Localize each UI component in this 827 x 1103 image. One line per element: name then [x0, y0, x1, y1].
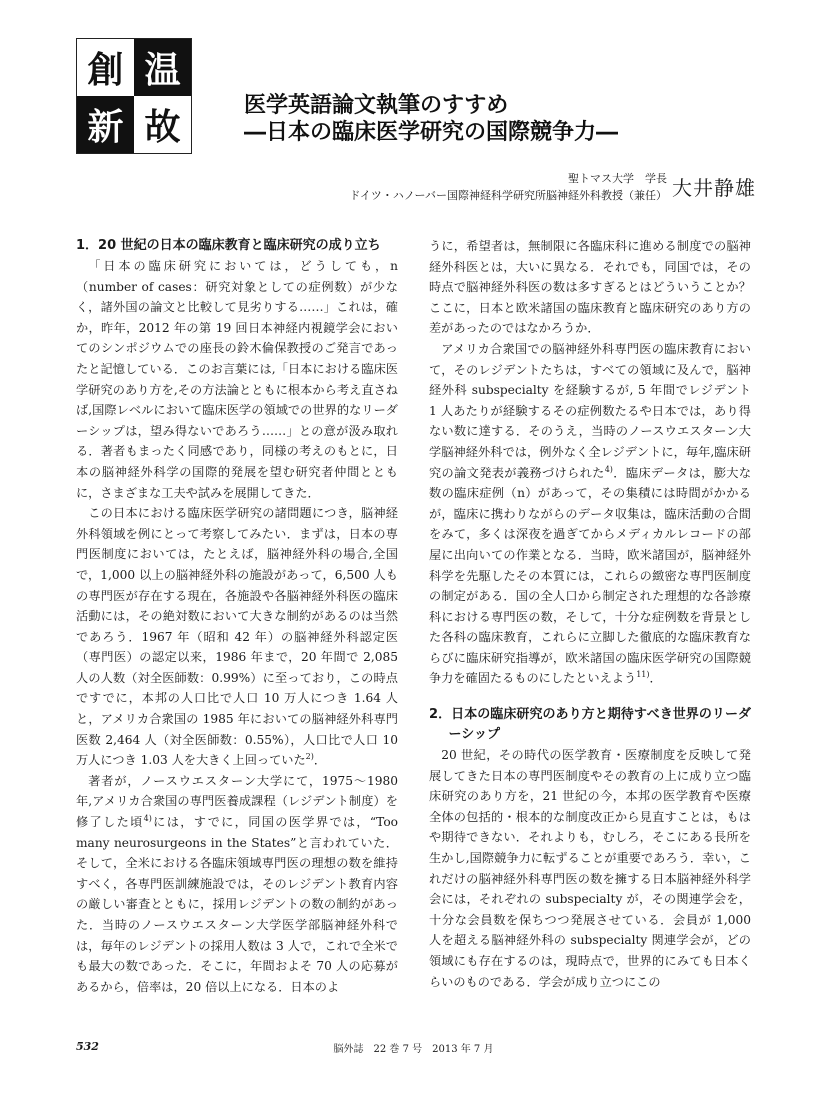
paragraph: 20 世紀，その時代の医学教育・医療制度を反映して発展してきた日本の専門医制度やその教育の上に成り立つ臨床研究のあり方を，21 世紀の今，本邦の医学教育や医療全体の包括的・根本的な制度改正から見直すことは，もはや期待できない．それよりも，むしろ，そこにある長所を生かし,国際競争力に転ずることが重要であろう．幸い，これだけの脳神経外科専門医の数を擁する日本脳神経外科学会には，それぞれの subspecialty が，その関連学会を，十分な会員数を保ちつつ発展させている．会員が 1,000 人を超える脳神経外科の subspecialty 関連学会が，どの領域にも存在するのは，現時点で，世界的にみても日本くらいのものである．学会が成り立つにこの: [429, 748, 751, 989]
paragraph-text: には，すでに，同国の医学界では，“Too many neurosurgeons in the States”と言われていた．そして，全米における各臨床領域専門医の理想の数を維持すべく，各専門医訓練施設では，そのレジデント教育内容の厳しい審査とともに，採用レジデントの数の制約があった．当時のノースウエスターン大学医学部脳神経外科では，毎年のレジデントの採用人数は 3 人で，これで全米でも最大の数であった．そこに，年間およそ 70 人の応募があるから，倍率は，20 倍以上になる．日本のよ: [76, 815, 398, 994]
title-line-1: 医学英語論文執筆のすすめ: [244, 93, 509, 118]
right-column: [429, 236, 764, 992]
logo-char-1: 創: [77, 39, 134, 96]
affiliation-line-1: 聖トマス大学 学長: [568, 172, 667, 185]
paragraph: [429, 339, 751, 689]
paragraph: 「日本の臨床研究においては，どうしても，n（number of cases：研究対象としての症例数）が少なく，諸外国の論文と比較して見劣りする……」これは，確か，昨年，2012 年の第 19 回日本神経内視鏡学会においてのシンポジウムでの座長の鈴木倫保教授のご発言であったと記憶している．このお言葉には,「日本における臨床医学研究のあり方を,その方法論とともに根本から考え直さねば,国際レベルにおいて臨床医学の領域での世界的なリーダーシップは，望み得ないであろう……」との意が汲み取れる．著者もまったく同感であり，同様の考えのもとに，日本の脳神経外科学の国際的発展を望む研究者仲間とともに，さまざまな工夫や試みを展開してきた．: [76, 259, 398, 500]
logo-char-4: 故: [134, 96, 191, 153]
paragraph: [76, 771, 398, 998]
title-line-2: ―日本の臨床医学研究の国際競争力―: [244, 120, 619, 145]
paragraph-text: 著者が，ノースウエスターン大学にて，1975〜1980 年,アメリカ合衆国の専門医養成課程（レジデント制度）を修了した頃: [76, 773, 398, 830]
paragraph: うに，希望者は，無制限に各臨床科に進める制度での脳神経外科医とは，大いに異なる．それでも，同国では，その時点で脳神経外科医の数は多すぎるとはどういうことか？ ここに，日本と欧米諸国の臨床教育と臨床研究のあり方の差があったのではなかろうか．: [429, 239, 764, 336]
author-affiliation: [349, 170, 667, 204]
citation-ref: 4): [604, 464, 613, 474]
author-name: 大井静雄: [672, 176, 756, 200]
section-heading-2: 2．日本の臨床研究のあり方と期待すべき世界のリーダーシップ: [429, 707, 751, 743]
journal-citation: 脳外誌 22 巻 7 号 2013 年 7 月: [333, 1044, 494, 1055]
paragraph-text: ．: [313, 753, 327, 768]
citation-ref: 2): [305, 752, 314, 762]
affiliation-line-2: ドイツ・ハノーバー国際神経科学研究所脳神経外科教授（兼任）: [349, 189, 667, 202]
logo-char-2: 温: [134, 39, 191, 96]
section-heading-1: 1．20 世紀の日本の臨床教育と臨床研究の成り立ち: [76, 238, 381, 253]
left-column: [76, 236, 398, 997]
page-number: 532: [76, 1040, 99, 1053]
citation-ref: 11): [636, 670, 650, 680]
citation-ref: 4): [143, 813, 152, 823]
article-title: [244, 92, 618, 146]
paragraph-text: ．臨床データは，膨大な数の臨床症例（n）があって，その集積には時間がかかるが，臨床に携わりながらのデータ収集は，臨床活動の合間をみて，多くは深夜を過ぎてからメディカルレコードの部屋に出向いての作業となる．当時，欧米諸国が，脳神経外科学を先駆したその本質には，これらの緻密な専門医制度の制定がある．国の全人口から制定された理想的な各診療科における専門医の数，そして，十分な症例数を背景とした各科の臨床教育，これらに立脚した徹底的な臨床教育ならびに臨床研究指導が，欧米諸国の臨床医学研究の国際競争力を確固たるものにしたといえよう: [429, 465, 752, 686]
paragraph: [76, 503, 398, 771]
logo-char-3: 新: [77, 96, 134, 153]
paragraph-text: ．: [649, 671, 662, 686]
paragraph-text: アメリカ合衆国での脳神経外科専門医の臨床教育において，そのレジデントたちは，すべての領域に及んで，脳神経外科 subspecialty を経験するが, 5 年間でレジデント 1 人あたりが経験するその症例数たるや日本では，あり得ない数に達する．そのうえ，当時のノースウエスターン大学脳神経外科では，例外なく全レジデントに，毎年,臨床研究の論文発表が義務づけられた: [429, 341, 751, 480]
paragraph-text: この日本における臨床医学研究の諸問題につき，脳神経外科領域を例にとって考察してみたい．まずは，日本の専門医制度においては，たとえば，脳神経外科の場合,全国で，1,000 以上の脳神経外科の施設があって，6,500 人もの専門医が存在する現在，各施設や各脳神経外科医の臨床活動には，その絶対数において大きな制約があるのは当然であろう．1967 年（昭和 42 年）の脳神経外科認定医（専門医）の認定以来，1986 年まで，20 年間で 2,085 人の人数（対全医師数：0.99%）に至っており，この時点ですでに，本邦の人口比で人口 10 万人につき 1.64 人と，アメリカ合衆国の 1985 年においての脳神経外科専門医数 2,464 人（対全医師数：0.55%），人口比で人口 10 万人につき 1.03 人を大きく上回っていた: [76, 506, 398, 768]
column-logo: [76, 38, 192, 154]
